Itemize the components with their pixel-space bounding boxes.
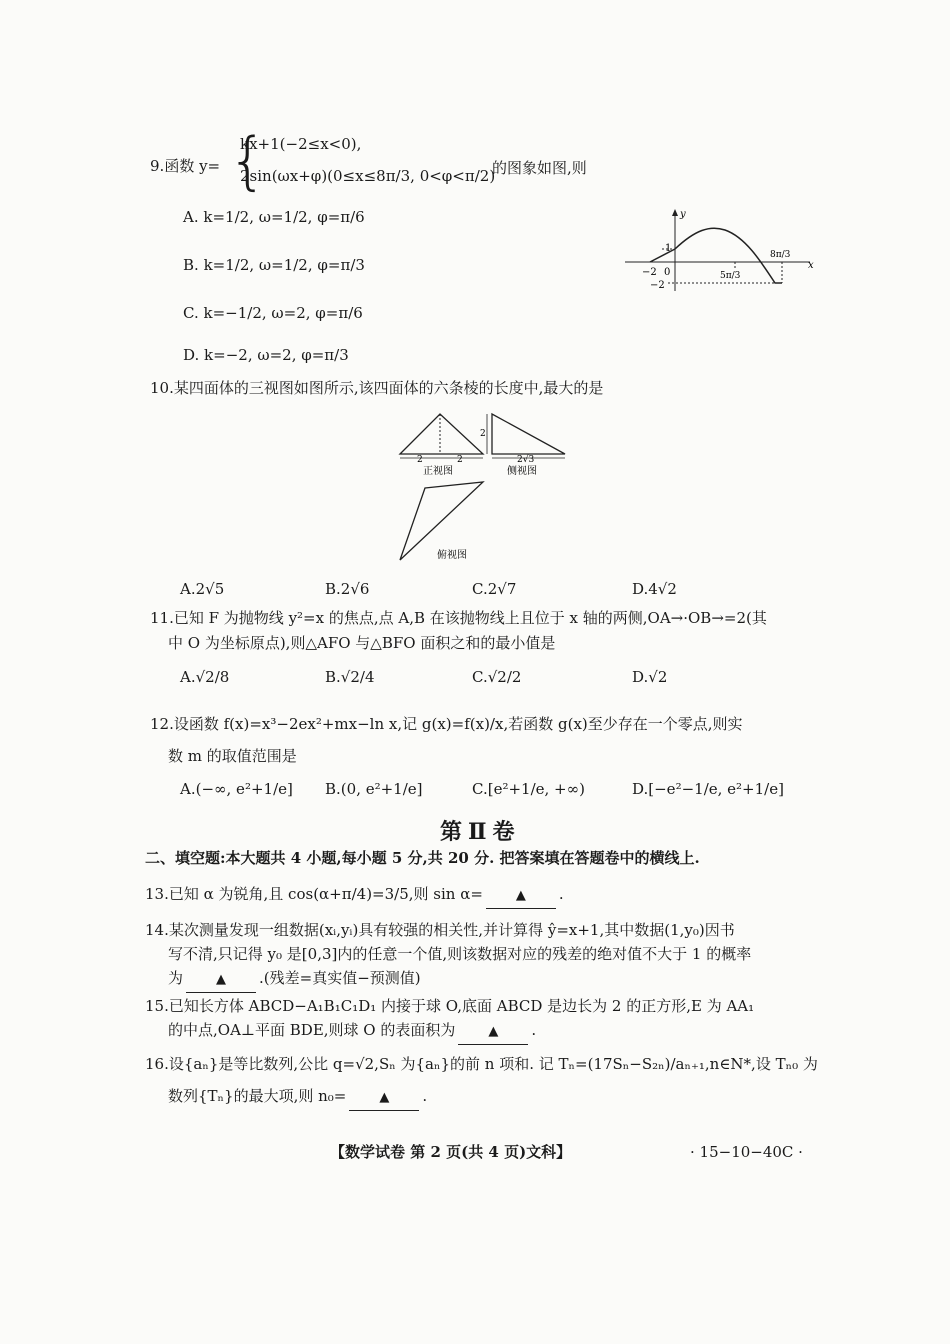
q11-option-c: C.√2/2 — [472, 668, 522, 686]
q13-answer-blank[interactable]: ▲ — [486, 884, 556, 909]
q9-option-a: A. k=1/2, ω=1/2, φ=π/6 — [183, 208, 365, 226]
q9-stem: 9.函数 y= — [150, 157, 221, 175]
q10-option-b: B.2√6 — [325, 580, 370, 598]
front-view-triangle — [400, 414, 483, 454]
q9-graph — [620, 205, 820, 295]
dim-w3: 2√3 — [517, 455, 535, 465]
q9-piece2: 2sin(ωx+φ)(0≤x≤8π/3, 0<φ<π/2) — [240, 167, 496, 185]
y-axis-label: y — [680, 209, 686, 220]
q11-option-a: A.√2/8 — [180, 668, 230, 686]
q16-answer-blank[interactable]: ▲ — [349, 1086, 419, 1111]
dim-w1: 2 — [417, 455, 423, 465]
q10-option-c: C.2√7 — [472, 580, 517, 598]
q9-piece1: kx+1(−2≤x<0), — [240, 135, 362, 153]
q13: 13.已知 α 为锐角,且 cos(α+π/4)=3/5,则 sin α= ▲ . — [145, 882, 564, 909]
q14-line3: 为 ▲ .(残差=真实值−预测值) — [168, 966, 421, 993]
tick-8pi3: 8π/3 — [770, 250, 791, 260]
y-axis-arrow — [672, 209, 678, 216]
tick-5pi3: 5π/3 — [720, 271, 741, 281]
q12-line1: 12.设函数 f(x)=x³−2ex²+mx−ln x,记 g(x)=f(x)/x,若函数 g(x)至少存在一个零点,则实 — [150, 715, 743, 733]
top-view-triangle — [400, 482, 483, 560]
q9-option-b: B. k=1/2, ω=1/2, φ=π/3 — [183, 256, 365, 274]
q10-three-views — [395, 408, 580, 573]
q16-line1: 16.设{aₙ}是等比数列,公比 q=√2,Sₙ 为{aₙ}的前 n 项和. 记 Tₙ=(17Sₙ−S₂ₙ)/aₙ₊₁,n∈N*,设 Tₙ₀ 为 — [145, 1055, 818, 1073]
x-axis-label: x — [808, 260, 814, 271]
q12-option-b: B.(0, e²+1/e] — [325, 780, 423, 798]
q14-line1: 14.某次测量发现一组数据(xᵢ,yᵢ)具有较强的相关性,并计算得 ŷ=x+1,其中数据(1,y₀)因书 — [145, 921, 735, 939]
footer-title: 【数学试卷 第 2 页(共 4 页)文科】 — [330, 1143, 572, 1161]
side-view-triangle — [492, 414, 565, 454]
q12-option-a: A.(−∞, e²+1/e] — [180, 780, 293, 798]
q11-line1: 11.已知 F 为抛物线 y²=x 的焦点,点 A,B 在该抛物线上且位于 x 轴的两侧,OA→·OB→=2(其 — [150, 609, 767, 627]
tick-neg2: −2 — [642, 267, 657, 278]
q12-line2: 数 m 的取值范围是 — [168, 747, 297, 765]
q10-option-d: D.4√2 — [632, 580, 677, 598]
section-heading: 二、填空题:本大题共 4 小题,每小题 5 分,共 20 分. 把答案填在答题卷中的横线上. — [145, 849, 700, 867]
q15-answer-blank[interactable]: ▲ — [458, 1020, 528, 1045]
q10-option-a: A.2√5 — [180, 580, 225, 598]
section-title: 第Ⅱ卷 — [440, 819, 521, 845]
footer-code: · 15−10−40C · — [690, 1143, 803, 1161]
label-side-view: 侧视图 — [507, 466, 537, 477]
q9-option-d: D. k=−2, ω=2, φ=π/3 — [183, 346, 349, 364]
q15-line2: 的中点,OA⊥平面 BDE,则球 O 的表面积为 ▲ . — [168, 1018, 536, 1045]
q14-answer-blank[interactable]: ▲ — [186, 968, 256, 993]
tick-y-neg2: −2 — [650, 280, 665, 291]
label-top-view: 俯视图 — [437, 550, 467, 561]
q9-brace: { — [228, 124, 268, 197]
q14-line2: 写不清,只记得 y₀ 是[0,3]内的任意一个值,则该数据对应的残差的绝对值不大于 1 的概率 — [168, 945, 752, 963]
q11-option-d: D.√2 — [632, 668, 668, 686]
q11-line2: 中 O 为坐标原点),则△AFO 与△BFO 面积之和的最小值是 — [168, 634, 556, 652]
tick-0: 0 — [664, 267, 671, 278]
q11-option-b: B.√2/4 — [325, 668, 375, 686]
dim-h: 2 — [480, 429, 486, 439]
q10-stem: 10.某四面体的三视图如图所示,该四面体的六条棱的长度中,最大的是 — [150, 379, 604, 397]
q15-line1: 15.已知长方体 ABCD−A₁B₁C₁D₁ 内接于球 O,底面 ABCD 是边长为 2 的正方形,E 为 AA₁ — [145, 997, 755, 1015]
q9-tail: 的图象如图,则 — [492, 159, 587, 177]
tick-1: 1 — [665, 243, 672, 254]
label-front-view: 正视图 — [423, 466, 453, 477]
q12-option-c: C.[e²+1/e, +∞) — [472, 780, 585, 798]
q16-line2: 数列{Tₙ}的最大项,则 n₀= ▲ . — [168, 1084, 427, 1111]
q9-option-c: C. k=−1/2, ω=2, φ=π/6 — [183, 304, 363, 322]
dim-w2: 2 — [457, 455, 463, 465]
q12-option-d: D.[−e²−1/e, e²+1/e] — [632, 780, 784, 798]
